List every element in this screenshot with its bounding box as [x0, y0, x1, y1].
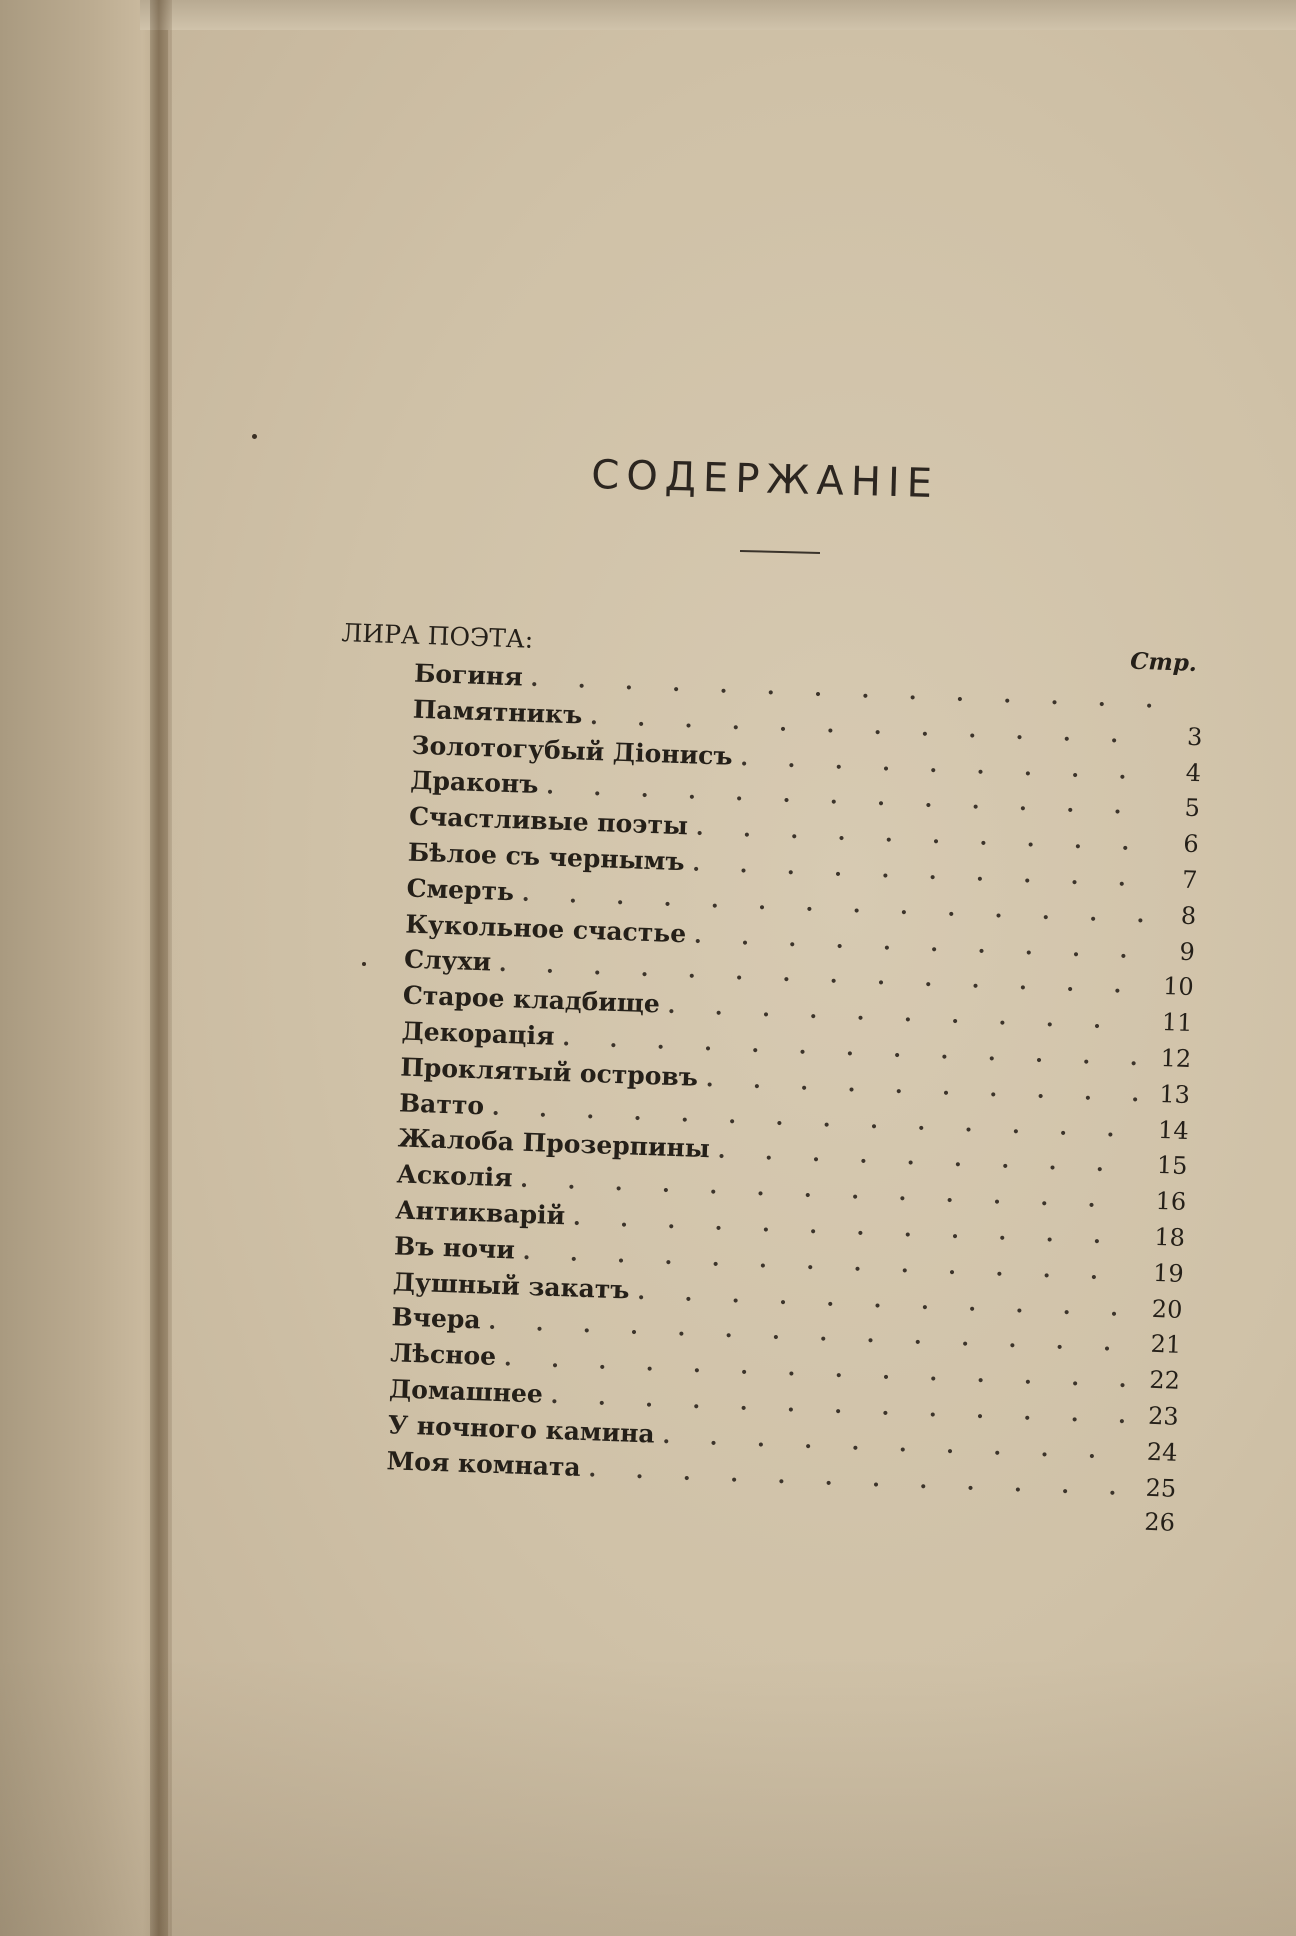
entry-page-number: [1151, 707, 1203, 709]
entry-title: Въ ночи: [393, 1231, 516, 1265]
entry-title: Моя комната: [386, 1445, 582, 1482]
entry-page-number: 12: [1160, 1043, 1192, 1074]
entry-page-number: 22: [1148, 1365, 1181, 1395]
section-title: ЛИРА ПОЭТА:: [340, 618, 534, 654]
entry-page-number: 18: [1153, 1222, 1186, 1252]
entry-page-number: 19: [1152, 1258, 1185, 1288]
entry-title: Ватто: [398, 1087, 485, 1120]
entry-page-number: 16: [1155, 1187, 1187, 1217]
entry-page-number: 24: [1146, 1437, 1178, 1467]
entry-page-number: 5: [1184, 794, 1201, 823]
entry-page-number: 10: [1162, 972, 1195, 1002]
entry-page-number: 14: [1157, 1115, 1190, 1145]
entry-page-number: 26: [1143, 1508, 1176, 1538]
entry-title: Домашнее: [388, 1374, 544, 1409]
entry-page-number: 3: [1186, 722, 1203, 752]
entry-title: Золотогубый Діонисъ: [411, 730, 734, 771]
entry-title: Декорація: [401, 1016, 556, 1051]
entry-page-number: 25: [1145, 1473, 1177, 1503]
entry-title: Вчера: [391, 1302, 482, 1335]
entry-title: Слухи: [403, 944, 492, 977]
entry-title: Счастливые поэты: [408, 801, 689, 841]
entry-title: Драконъ: [409, 766, 539, 800]
entry-title: Лѣсное: [389, 1338, 497, 1372]
table-of-contents: [307, 618, 1218, 1545]
page-shadow: [0, 1656, 1296, 1936]
entry-page-number: 21: [1150, 1330, 1182, 1360]
entry-title: Богиня: [413, 658, 524, 692]
entry-title: Смерть: [406, 873, 515, 907]
entry-title: Старое кладбище: [402, 980, 661, 1019]
entry-page-number: 23: [1147, 1401, 1180, 1431]
page-title: СОДЕРЖАНІЕ: [590, 452, 940, 508]
entry-page-number: 20: [1151, 1294, 1183, 1324]
entry-title: Антикварій: [394, 1195, 566, 1231]
entry-page-number: 9: [1179, 937, 1196, 966]
page-column-label: Стр.: [1129, 647, 1198, 677]
entry-page-number: 13: [1158, 1079, 1191, 1109]
top-page-edge: [140, 0, 1296, 30]
entry-page-number: 15: [1156, 1151, 1188, 1181]
entry-title: Кукольное счастье: [404, 909, 687, 948]
entry-title: У ночного камина: [387, 1409, 656, 1449]
entry-title: Проклятый островъ: [399, 1052, 699, 1092]
book-spine: [150, 0, 172, 1936]
left-page: [0, 0, 168, 1936]
entry-title: Асколія: [396, 1159, 513, 1193]
entry-title: Бѣлое съ чернымъ: [407, 837, 686, 877]
entry-page-number: 4: [1185, 758, 1202, 787]
toc-entries: [307, 656, 1216, 1545]
paper-speck: [252, 434, 257, 439]
entry-page-number: 6: [1182, 829, 1200, 859]
entry-title: Жалоба Прозерпины: [397, 1123, 711, 1164]
entry-page-number: 7: [1181, 865, 1198, 895]
entry-title: Душный закатъ: [392, 1266, 631, 1305]
entry-title: Памятникъ: [412, 694, 583, 730]
entry-page-number: 8: [1180, 901, 1197, 930]
entry-page-number: 11: [1161, 1008, 1193, 1038]
